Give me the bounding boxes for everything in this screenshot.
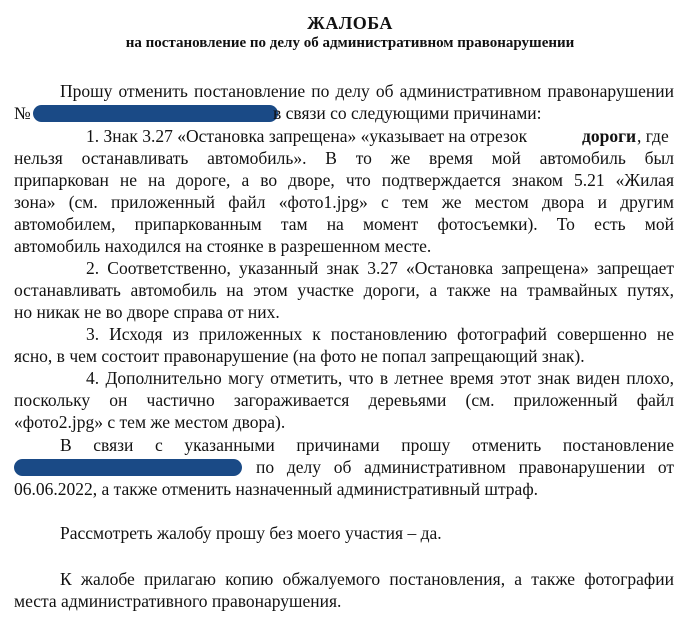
complaint-document: ЖАЛОБА на постановление по делу об административном правонарушении Прошу отменить постановление по делу об административном правонарушении № в связи со следующими причинами: 1. Знак 3.27 «Остановка запрещена» «указывает на отрезок дороги , где нельзя останавливать автомобиль». В то же время мой автомобиль был припаркован не на дороге, а во дворе, что подтверждается знаком 5.21 «Жилая зона» (см. приложенный файл «фото1.jpg» с тем же местом двора и другим автомобилем, припаркованным там на момент фотосъемки). То есть мой автомобиль находился на стоянке в разрешенном месте. 2. Соответственно, указанный знак 3.27 «Остановка запрещена» запрещает останавливать автомобиль на этом участке дороги, а также на трамвайных путях, но никак не во дворе справа от них. 3. Исходя из приложенных к постановлению фотографий совершенно не ясно, в чем состоит правонарушение (на фото не попал запрещающий знак). 4. Дополнительно могу отметить, что в летнее время этот знак виден плохо, поскольку он частично загораживается деревьями (см. приложенный файл «фото2.jpg» с тем же местом двора). В связи с указанными причинами прошу отменить постановление по делу об административном правонарушении от 06.06.2022, а также отменить назначенный административный штраф. Рассмотреть жалобу прошу без моего участия – да. К жалобе прилагаю копию обжалуемого постановления, а также фотографии места административного правонарушения. [0, 0, 700, 628]
document-title: ЖАЛОБА [307, 13, 393, 33]
redacted-resolution-number [33, 105, 278, 122]
number-sign: № [14, 103, 31, 123]
redacted-resolution-number-2 [14, 459, 242, 476]
document-subtitle: на постановление по делу об административном правонарушении [125, 35, 575, 51]
